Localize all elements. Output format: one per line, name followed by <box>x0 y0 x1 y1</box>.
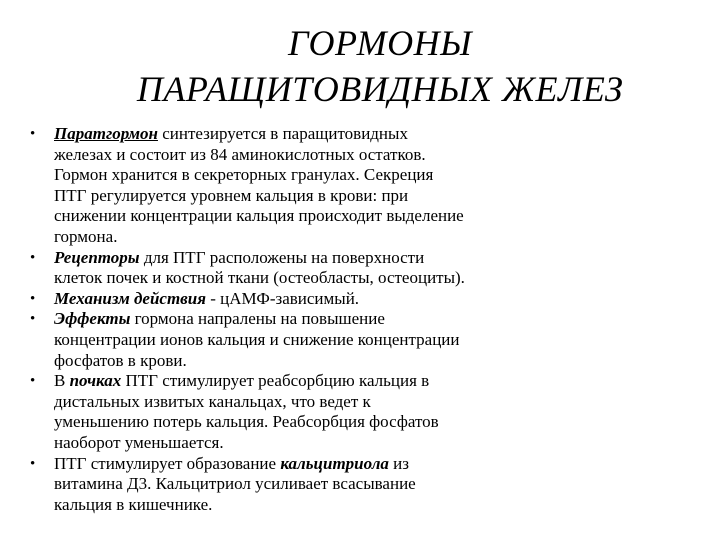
bullet-line: наоборот уменьшается. <box>54 432 224 452</box>
bullet-item-paratgormon <box>30 124 690 248</box>
bullet-lead: Эффекты <box>54 309 131 329</box>
bullet-line: концентрации ионов кальция и снижение концентрации <box>54 329 460 349</box>
bullet-text: для ПТГ расположены на поверхности <box>139 247 425 267</box>
bullet-line: гормона. <box>54 226 118 246</box>
bullet-line: дистальных извитых канальцах, что ведет к <box>54 391 371 411</box>
bullet-line <box>54 454 690 475</box>
bullet-item-calcitriol <box>30 454 690 516</box>
bullet-lead: Механизм действия <box>54 288 206 308</box>
slide-title <box>40 20 720 112</box>
bullet-item-effects <box>30 309 690 371</box>
bullet-line: ПТГ регулируется уровнем кальция в крови: при <box>54 185 409 205</box>
bullet-item-kidneys <box>30 371 690 453</box>
title-line-1: ГОРМОНЫ <box>288 23 472 63</box>
bullet-suffix: из <box>388 453 409 473</box>
bullet-item-receptors <box>30 248 690 289</box>
bullet-text: ПТГ стимулирует реабсорбцию кальция в <box>121 371 430 391</box>
bullet-text: гормона напралены на повышение <box>130 309 385 329</box>
bullet-line: витамина Д3. Кальцитриол усиливает всасывание <box>54 474 416 494</box>
bullet-line <box>54 371 690 392</box>
bullet-icon: • <box>30 455 36 472</box>
bullet-text: синтезируется в паращитовидных <box>157 124 408 143</box>
bullet-icon: • <box>30 311 36 328</box>
bullet-line: железах и состоит из 84 аминокислотных остатков. <box>54 144 426 164</box>
bullet-list <box>30 124 690 515</box>
bullet-line: уменьшению потерь кальция. Реабсорбция фосфатов <box>54 412 439 432</box>
bullet-prefix: В <box>54 371 70 391</box>
bullet-line: фосфатов в крови. <box>54 350 187 370</box>
bullet-text: - цАМФ-зависимый. <box>205 288 360 308</box>
bullet-line <box>54 124 690 145</box>
bullet-icon: • <box>30 126 36 142</box>
bullet-icon: • <box>30 373 36 390</box>
bullet-line <box>54 309 690 330</box>
bullet-lead: Рецепторы <box>54 247 140 267</box>
bullet-line <box>54 289 690 310</box>
bullet-icon: • <box>30 249 36 266</box>
bullet-line: снижении концентрации кальция происходит выделение <box>54 206 464 226</box>
bullet-line <box>54 248 690 269</box>
bullet-item-mechanism <box>30 289 690 310</box>
bullet-lead: почках <box>69 371 122 391</box>
bullet-line: кальция в кишечнике. <box>54 494 213 514</box>
bullet-prefix: ПТГ стимулирует образование <box>54 453 281 473</box>
bullet-icon: • <box>30 290 36 307</box>
bullet-lead: Паратгормон <box>54 124 158 143</box>
title-line-2: ПАРАЩИТОВИДНЫХ ЖЕЛЕЗ <box>136 69 624 109</box>
bullet-line: Гормон хранится в секреторных гранулах. Секреция <box>54 165 434 185</box>
bullet-lead: кальцитриола <box>280 453 389 473</box>
bullet-line: клеток почек и костной ткани (остеобласты, остеоциты). <box>54 268 465 288</box>
